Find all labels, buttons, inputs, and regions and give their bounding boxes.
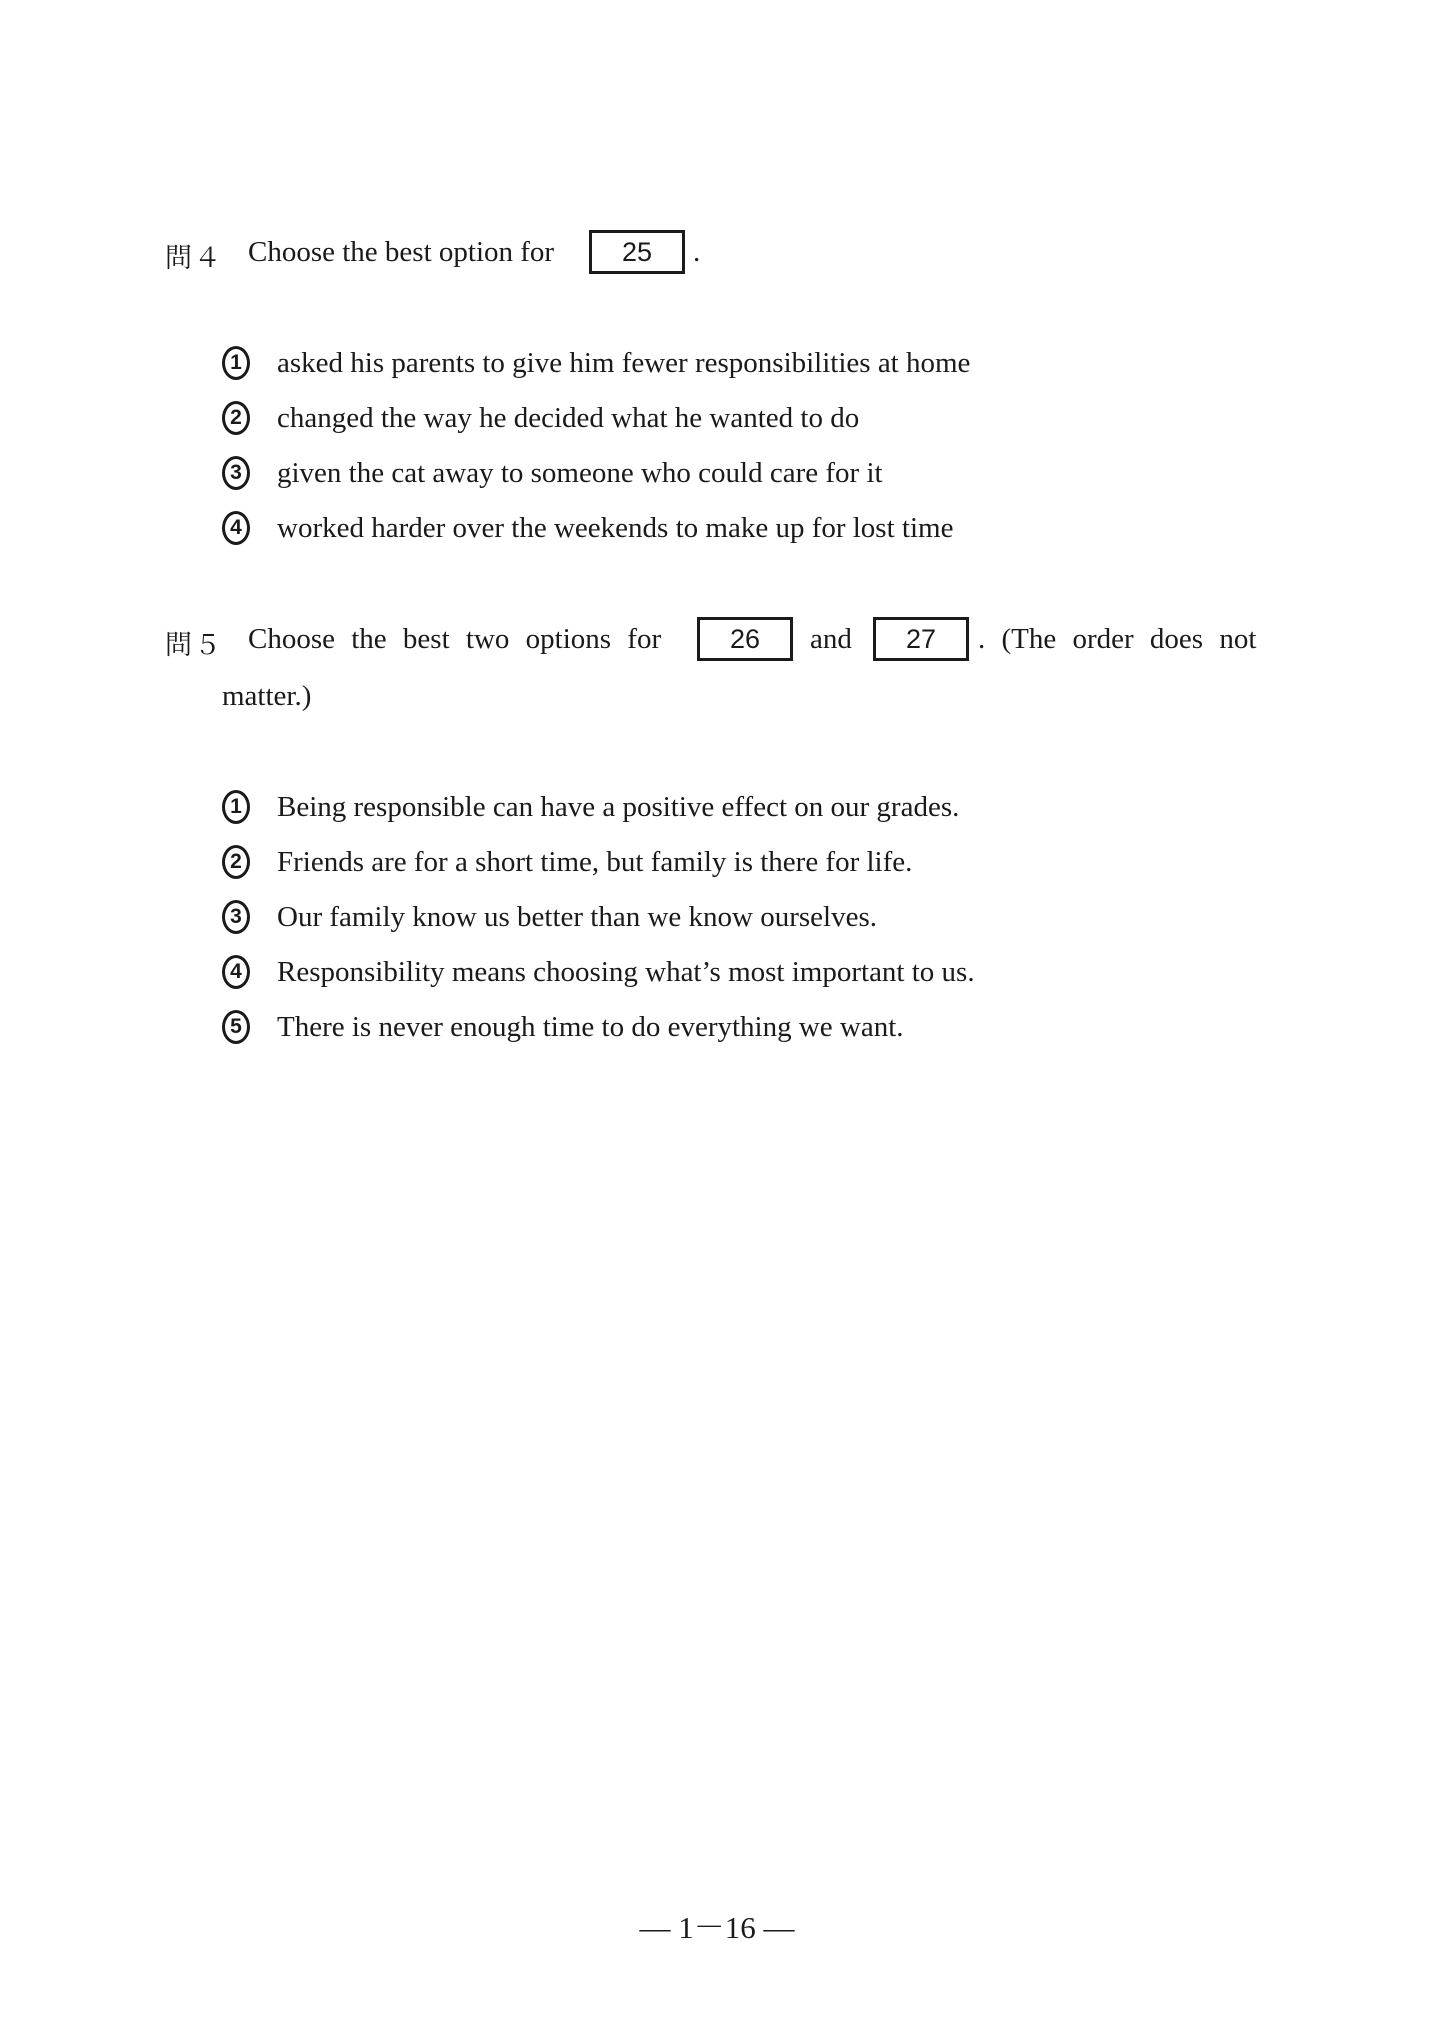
- q5-option-3[interactable]: [222, 897, 877, 937]
- option-text: Our family know us better than we know ourselves.: [277, 900, 878, 933]
- option-text: given the cat away to someone who could care for it: [277, 456, 883, 489]
- question-5-label: 問５: [165, 630, 223, 661]
- option-text: Responsibility means choosing what’s most important to us.: [277, 955, 975, 988]
- page-number: — 1－16 —: [639, 1910, 795, 1945]
- q4-option-2[interactable]: [222, 398, 859, 438]
- option-number-1: 1: [222, 790, 250, 824]
- q4-option-3[interactable]: [222, 453, 883, 493]
- answer-box-27: 27: [873, 617, 969, 661]
- option-number-1: 1: [222, 346, 250, 380]
- question-5-and: and: [810, 623, 852, 655]
- option-number-2: 2: [222, 845, 250, 879]
- question-4-period: .: [693, 236, 701, 268]
- q4-option-1[interactable]: [222, 343, 970, 383]
- answer-box-26: 26: [697, 617, 793, 661]
- question-4-prompt: Choose the best option for: [248, 236, 555, 268]
- option-text: Friends are for a short time, but family is there for life.: [277, 845, 913, 878]
- question-5-prompt: Choose the best two options for: [248, 623, 662, 655]
- option-number-5: 5: [222, 1010, 250, 1044]
- option-number-4: 4: [222, 511, 250, 545]
- question-4-label: 問４: [165, 243, 223, 274]
- q5-option-2[interactable]: [222, 842, 912, 882]
- question-5-note-continued: matter.): [222, 680, 312, 712]
- answer-box-25: 25: [589, 230, 685, 274]
- q5-option-4[interactable]: [222, 952, 975, 992]
- option-text: Being responsible can have a positive effect on our grades.: [277, 790, 960, 823]
- q5-option-1[interactable]: [222, 787, 959, 827]
- option-text: changed the way he decided what he wanted to do: [277, 401, 860, 434]
- option-number-4: 4: [222, 955, 250, 989]
- question-5-note: . (The order does not: [978, 623, 1257, 655]
- q5-option-5[interactable]: [222, 1007, 904, 1047]
- option-number-2: 2: [222, 401, 250, 435]
- option-text: worked harder over the weekends to make up for lost time: [277, 511, 954, 544]
- option-number-3: 3: [222, 456, 250, 490]
- option-number-3: 3: [222, 900, 250, 934]
- option-text: asked his parents to give him fewer responsibilities at home: [277, 346, 971, 379]
- option-text: There is never enough time to do everything we want.: [277, 1010, 904, 1043]
- q4-option-4[interactable]: [222, 508, 953, 548]
